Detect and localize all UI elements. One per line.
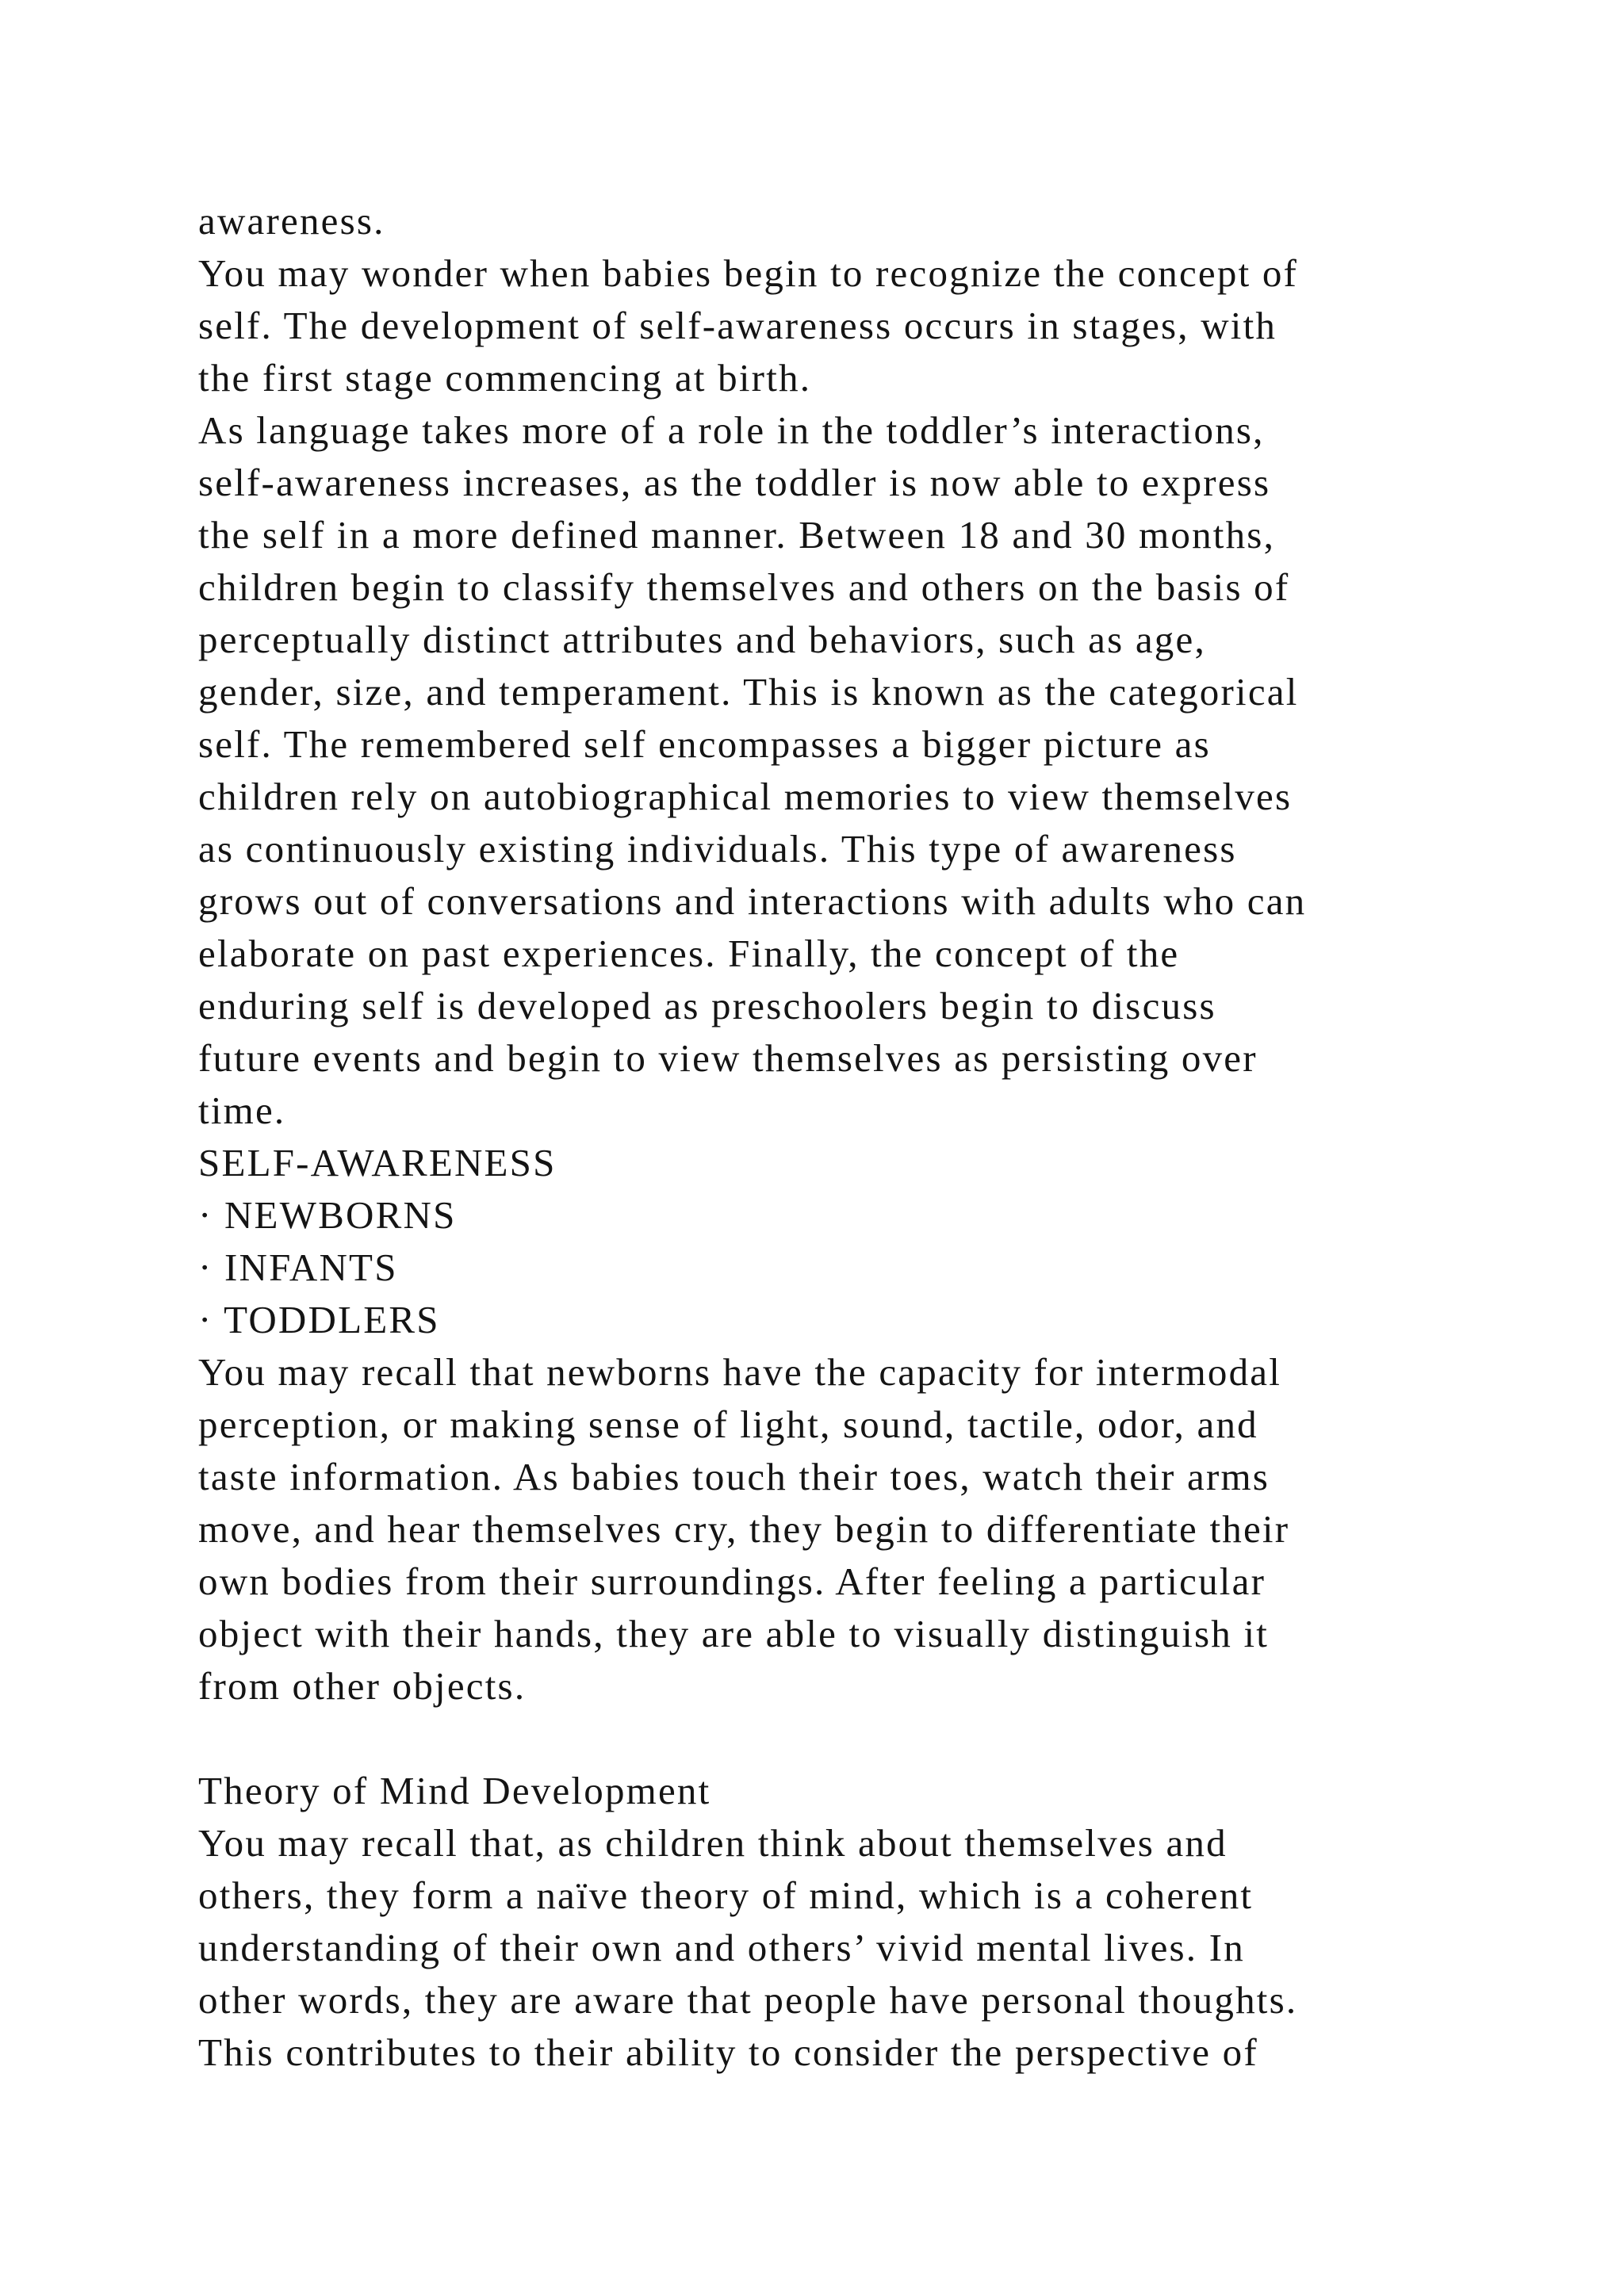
paragraph-line: enduring self is developed as preschoolers begin to discuss — [198, 984, 1216, 1027]
paragraph-line: gender, size, and temperament. This is known as the categorical — [198, 670, 1299, 714]
paragraph-line: children begin to classify themselves and others on the basis of — [198, 565, 1290, 609]
blank-line — [198, 1712, 1483, 1765]
paragraph-line: elaborate on past experiences. Finally, the concept of the — [198, 932, 1180, 975]
paragraph-line: perceptually distinct attributes and behaviors, such as age, — [198, 618, 1206, 661]
paragraph-line: from other objects. — [198, 1664, 527, 1708]
paragraph-line: You may recall that newborns have the capacity for intermodal — [198, 1350, 1282, 1394]
paragraph-line: move, and hear themselves cry, they begin to differentiate their — [198, 1507, 1290, 1551]
paragraph-line: self-awareness increases, as the toddler is now able to express — [198, 461, 1271, 504]
paragraph-line: grows out of conversations and interactions with adults who can — [198, 879, 1307, 923]
paragraph-line: as continuously existing individuals. This type of awareness — [198, 827, 1237, 871]
paragraph-line: the first stage commencing at birth. — [198, 356, 812, 400]
paragraph-line: object with their hands, they are able to visually distinguish it — [198, 1612, 1270, 1655]
paragraph-line: As language takes more of a role in the toddler’s interactions, — [198, 408, 1265, 452]
paragraph-line: You may wonder when babies begin to recognize the concept of — [198, 251, 1299, 295]
paragraph-line: perception, or making sense of light, sound, tactile, odor, and — [198, 1402, 1258, 1446]
document-body — [198, 195, 1483, 2079]
paragraph-line: This contributes to their ability to consider the perspective of — [198, 2030, 1258, 2074]
paragraph-line: taste information. As babies touch their toes, watch their arms — [198, 1455, 1270, 1498]
paragraph-line: self. The remembered self encompasses a bigger picture as — [198, 722, 1211, 766]
paragraph-line: children rely on autobiographical memories to view themselves — [198, 775, 1293, 818]
paragraph-line: awareness. — [198, 199, 385, 243]
bullet-item-newborns: · NEWBORNS — [198, 1193, 457, 1237]
paragraph-line: time. — [198, 1089, 286, 1132]
paragraph-line: understanding of their own and others’ vivid mental lives. In — [198, 1926, 1245, 1969]
paragraph-line: other words, they are aware that people have personal thoughts. — [198, 1978, 1298, 2022]
paragraph-line: future events and begin to view themselves as persisting over — [198, 1036, 1258, 1080]
bullet-item-infants: · INFANTS — [198, 1246, 398, 1289]
paragraph-line: own bodies from their surroundings. After feeling a particular — [198, 1559, 1266, 1603]
paragraph-line: others, they form a naïve theory of mind, which is a coherent — [198, 1873, 1254, 1917]
paragraph-line: You may recall that, as children think about themselves and — [198, 1821, 1228, 1865]
paragraph-line: the self in a more defined manner. Between 18 and 30 months, — [198, 513, 1276, 557]
section-heading: SELF-AWARENESS — [198, 1141, 557, 1184]
section-heading: Theory of Mind Development — [198, 1769, 711, 1812]
bullet-item-toddlers: · TODDLERS — [198, 1298, 440, 1341]
paragraph-line: self. The development of self-awareness occurs in stages, with — [198, 304, 1277, 347]
